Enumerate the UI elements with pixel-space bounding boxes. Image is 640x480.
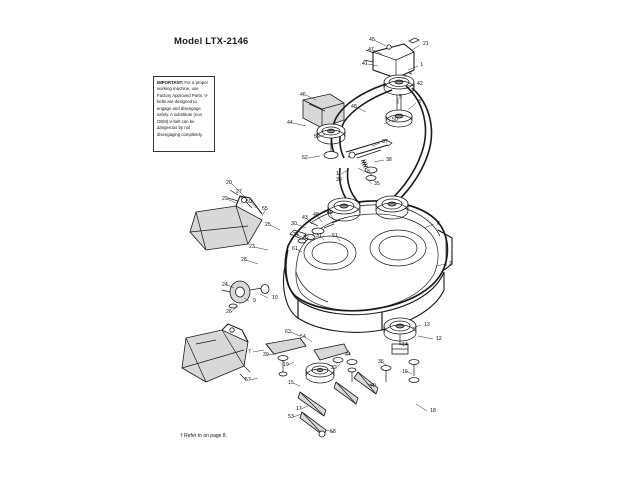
callout-number: 43 — [302, 215, 308, 221]
callout-number: 12 — [436, 336, 442, 342]
callout-number: 50 — [392, 117, 398, 123]
callout-number: 34 — [293, 232, 299, 238]
callout-number: 53 — [288, 414, 294, 420]
callout-number: 29 — [222, 196, 228, 202]
callout-number: 35 — [374, 181, 380, 187]
callout-number: 48 — [313, 212, 319, 218]
callout-number: 3 — [418, 99, 421, 105]
callout-number: 63 — [285, 329, 291, 335]
callout-number: 18 — [430, 408, 436, 414]
callout-number: 45 — [369, 37, 375, 43]
callout-number: 21 — [423, 41, 429, 47]
callout-number: 59 — [246, 199, 252, 205]
callout-number: 37 — [382, 139, 388, 145]
callout-number: 25 — [265, 222, 271, 228]
callout-number: 16 — [402, 369, 408, 375]
callout-number: 62 — [302, 155, 308, 161]
callout-number: 55 — [262, 206, 268, 212]
callout-number: 32 — [303, 235, 309, 241]
callout-number: 54 — [300, 334, 306, 340]
callout-number: 10 — [272, 295, 278, 301]
callout-number: 11 — [336, 171, 342, 177]
callout-number: 8 — [367, 169, 370, 175]
callout-number: 17 — [296, 406, 302, 412]
callout-number: 1 — [420, 62, 423, 68]
callout-number: 13 — [424, 322, 430, 328]
callout-number: 44 — [287, 120, 293, 126]
callout-number: 15 — [288, 380, 294, 386]
footnote: † Refer to on page 8. — [180, 433, 227, 439]
callout-number: 9 — [253, 298, 256, 304]
callout-number: 20 — [226, 180, 232, 186]
callout-number: 49 — [327, 210, 333, 216]
callout-number: 41 — [362, 61, 368, 67]
callout-number: 28 — [241, 257, 247, 263]
lower-deflector-shield — [182, 324, 250, 382]
callout-number: 7 — [248, 349, 251, 355]
page-title: Model LTX-2146 — [174, 36, 249, 47]
callout-number: 44 — [345, 352, 351, 358]
callout-number: 36 — [378, 359, 384, 365]
callout-number: 52 — [314, 134, 320, 140]
important-note-lead: IMPORTANT: — [157, 80, 184, 85]
callout-number: 5 — [399, 94, 402, 100]
callout-number: 24 — [222, 282, 228, 288]
callout-number: 42 — [417, 81, 423, 87]
callout-number: 61 — [292, 246, 298, 252]
callout-number: 40 — [370, 383, 376, 389]
callout-number: 22 — [331, 365, 337, 371]
callout-number: 31 — [316, 233, 322, 239]
callout-number: 6 — [437, 221, 440, 227]
important-note-body: For a proper working machine, use Factory Approved Parts. V-belts are designed to engage and disengage safely. A substitute (non OEM) V-belt can be dangerous by not disengaging completely. — [157, 80, 209, 137]
idler-pulley-left — [317, 124, 345, 159]
callout-number: 30 — [291, 221, 297, 227]
callout-number: 46 — [300, 92, 306, 98]
callout-number: 47 — [368, 47, 374, 53]
callout-number: 51 — [332, 233, 338, 239]
callout-number: 33 — [336, 177, 342, 183]
callout-number: 58 — [330, 429, 336, 435]
callout-number: 26 — [226, 309, 232, 315]
callout-number: 19 — [283, 362, 289, 368]
callout-number: 38 — [386, 157, 392, 163]
callout-number: 14 — [402, 342, 408, 348]
callout-number: 27 — [236, 189, 242, 195]
belt-cover — [303, 94, 344, 128]
callout-number: 23 — [249, 244, 255, 250]
callout-number: 39 — [263, 352, 269, 358]
callout-number: 57 — [245, 377, 251, 383]
callout-number: 48 — [351, 104, 357, 110]
callout-number: 4 — [409, 71, 412, 77]
callout-number: 2 — [449, 261, 452, 267]
mower-blades — [298, 372, 378, 437]
deck-spindle-pulleys — [298, 196, 408, 243]
gauge-wheel-assembly — [222, 281, 269, 308]
